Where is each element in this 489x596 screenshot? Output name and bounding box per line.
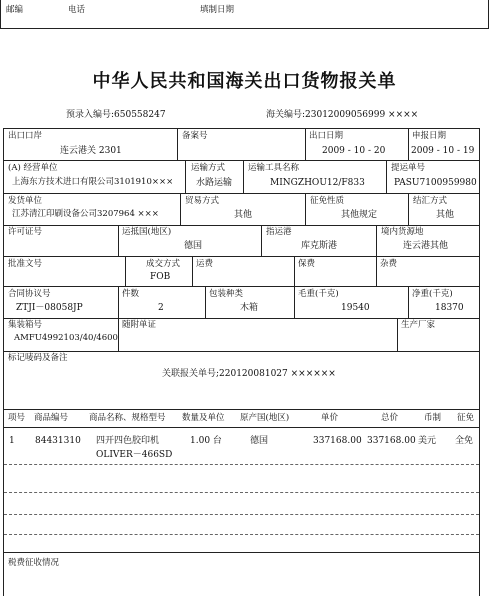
goods-row-exempt: 全免 <box>455 436 474 446</box>
goods-col-currency: 币制 <box>424 413 442 423</box>
goods-col-qty: 数量及单位 <box>182 413 225 423</box>
vessel-value: MINGZHOU12/F833 <box>270 178 365 188</box>
goods-row-origin: 德国 <box>250 436 269 446</box>
dest-port-value: 库克斯港 <box>301 241 338 251</box>
dest-country-label: 运抵国(地区) <box>122 227 172 237</box>
declare-date-value: 2009 - 10 - 19 <box>411 146 475 156</box>
dest-country-value: 德国 <box>184 241 203 251</box>
package-label: 包装种类 <box>209 289 244 299</box>
marks-label: 标记唛码及备注 <box>8 353 68 363</box>
goods-col-origin: 原产国(地区) <box>240 413 290 423</box>
trade-label: 贸易方式 <box>185 196 220 206</box>
fill-date-label: 填制日期 <box>200 5 235 15</box>
goods-col-exempt: 征免 <box>457 413 475 423</box>
deal-value: FOB <box>150 272 171 282</box>
export-date-label: 出口日期 <box>309 131 344 141</box>
previous-form-fragment <box>0 0 489 29</box>
export-date-value: 2009 - 10 - 20 <box>322 146 386 156</box>
goods-row-model: OLIVER－466SD <box>96 450 173 460</box>
trade-value: 其他 <box>234 210 253 220</box>
goods-col-code: 商品编号 <box>34 413 69 423</box>
freight-label: 运费 <box>196 259 214 269</box>
package-value: 木箱 <box>240 303 259 313</box>
export-port-label: 出口口岸 <box>8 131 43 141</box>
bill-value: PASU7100959980 <box>394 178 477 188</box>
contract-value: ZTJI－08058JP <box>16 303 83 313</box>
transport-mode-label: 运输方式 <box>191 163 226 173</box>
customs-number: 海关编号:23012009056999 ×××× <box>266 110 419 120</box>
form-title: 中华人民共和国海关出口货物报关单 <box>92 71 397 92</box>
insurance-label: 保费 <box>298 259 316 269</box>
deal-label: 成交方式 <box>146 259 181 269</box>
shipper-label: 发货单位 <box>8 196 43 206</box>
gross-weight-label: 毛重(千克) <box>298 289 339 299</box>
source-value: 连云港其他 <box>403 241 449 251</box>
misc-label: 杂费 <box>380 259 398 269</box>
net-weight-value: 18370 <box>435 303 464 313</box>
goods-row-unit-price: 337168.00 <box>313 436 362 446</box>
container-label: 集装箱号 <box>8 320 43 330</box>
pre-entry-number: 预录入编号:650558247 <box>66 110 166 120</box>
goods-row-no: 1 <box>9 436 15 446</box>
source-label: 境内货源地 <box>381 227 424 237</box>
tax-label: 税费征收情况 <box>8 558 60 568</box>
shipper-value: 江苏清江印刷设备公司3207964 ××× <box>12 209 159 219</box>
transport-mode-value: 水路运输 <box>196 178 233 188</box>
net-weight-label: 净重(千克) <box>412 289 453 299</box>
declare-date-label: 申报日期 <box>412 131 447 141</box>
license-label: 许可证号 <box>8 227 43 237</box>
goods-col-unit-price: 单价 <box>321 413 339 423</box>
gross-weight-value: 19540 <box>341 303 370 313</box>
settle-label: 结汇方式 <box>413 196 448 206</box>
pieces-label: 件数 <box>122 289 140 299</box>
goods-row-qty: 1.00 台 <box>190 436 222 446</box>
marks-value: 关联报关单号;220120081027 ×××××× <box>162 369 336 379</box>
goods-row-name: 四开四色胶印机 <box>96 436 160 446</box>
goods-col-total: 总价 <box>381 413 399 423</box>
export-port-value: 连云港关 2301 <box>60 146 122 156</box>
goods-col-name: 商品名称、规格型号 <box>89 413 166 423</box>
bill-label: 提运单号 <box>391 163 426 173</box>
goods-row-code: 84431310 <box>35 436 81 446</box>
operator-value: 上海东方技术进口有限公司3101910××× <box>12 177 174 187</box>
record-label: 备案号 <box>182 131 208 141</box>
container-value: AMFU4992103/40/4600 <box>14 333 118 343</box>
declaration-form <box>3 128 480 596</box>
vessel-label: 运输工具名称 <box>248 163 300 173</box>
levy-value: 其他规定 <box>341 210 378 220</box>
goods-col-no: 项号 <box>8 413 26 423</box>
goods-row-currency: 美元 <box>418 436 437 446</box>
maker-label: 生产厂家 <box>401 320 436 330</box>
dest-port-label: 指运港 <box>266 227 292 237</box>
goods-row-total: 337168.00 <box>367 436 416 446</box>
docs-label: 随附单证 <box>122 320 157 330</box>
operator-label: (A) 经营单位 <box>8 163 58 173</box>
settle-value: 其他 <box>436 210 455 220</box>
phone-label: 电话 <box>68 5 86 15</box>
levy-label: 征免性质 <box>310 196 345 206</box>
pieces-value: 2 <box>158 303 164 313</box>
postcode-label: 邮编 <box>6 5 24 15</box>
contract-label: 合同协议号 <box>8 289 51 299</box>
approval-label: 批准文号 <box>8 259 43 269</box>
